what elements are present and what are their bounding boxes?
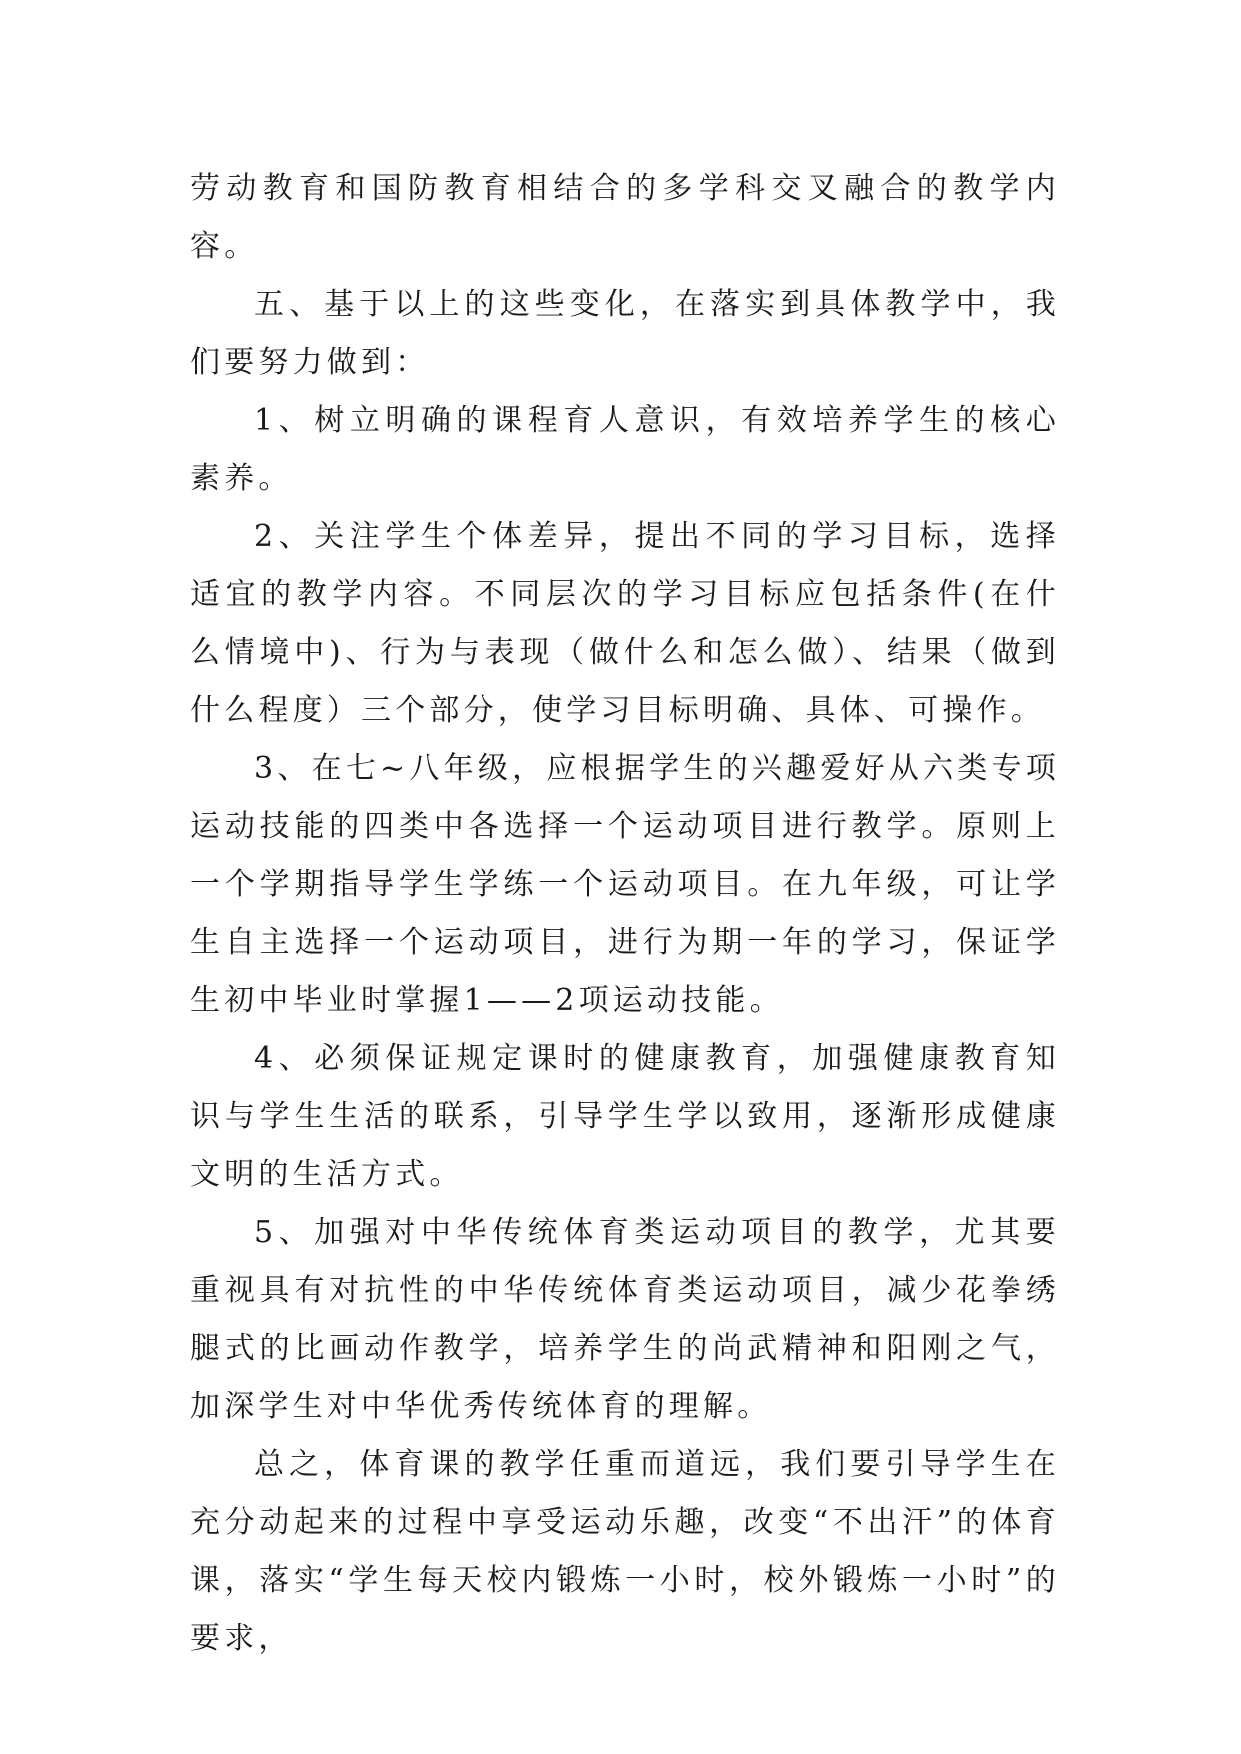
paragraph-conclusion: 总之，体育课的教学任重而道远，我们要引导学生在充分动起来的过程中享受运动乐趣，改变“不出汗”的体育课，落实“学生每天校内锻炼一小时，校外锻炼一小时”的要求， — [190, 1447, 1060, 1656]
paragraph-section-five: 五、基于以上的这些变化，在落实到具体教学中，我们要努力做到： — [190, 287, 1060, 380]
paragraph-item-4: 4、必须保证规定课时的健康教育，加强健康教育知识与学生生活的联系，引导学生学以致用，逐渐形成健康文明的生活方式。 — [190, 1041, 1060, 1192]
document-body — [190, 160, 1060, 1668]
paragraph-item-5: 5、加强对中华传统体育类运动项目的教学，尤其要重视具有对抗性的中华传统体育类运动项目，减少花拳绣腿式的比画动作教学，培养学生的尚武精神和阳刚之气，加深学生对中华优秀传统体育的理解。 — [190, 1215, 1060, 1424]
paragraph-item-2: 2、关注学生个体差异，提出不同的学习目标，选择适宜的教学内容。不同层次的学习目标应包括条件(在什么情境中)、行为与表现（做什么和怎么做）、结果（做到什么程度）三个部分，使学习目标明确、具体、可操作。 — [190, 519, 1060, 728]
paragraph-continuation: 劳动教育和国防教育相结合的多学科交叉融合的教学内容。 — [190, 171, 1060, 264]
paragraph-item-3: 3、在七~八年级，应根据学生的兴趣爱好从六类专项运动技能的四类中各选择一个运动项目进行教学。原则上一个学期指导学生学练一个运动项目。在九年级，可让学生自主选择一个运动项目，进行为期一年的学习，保证学生初中毕业时掌握1——2项运动技能。 — [190, 751, 1060, 1018]
paragraph-item-1: 1、树立明确的课程育人意识，有效培养学生的核心素养。 — [190, 403, 1060, 496]
